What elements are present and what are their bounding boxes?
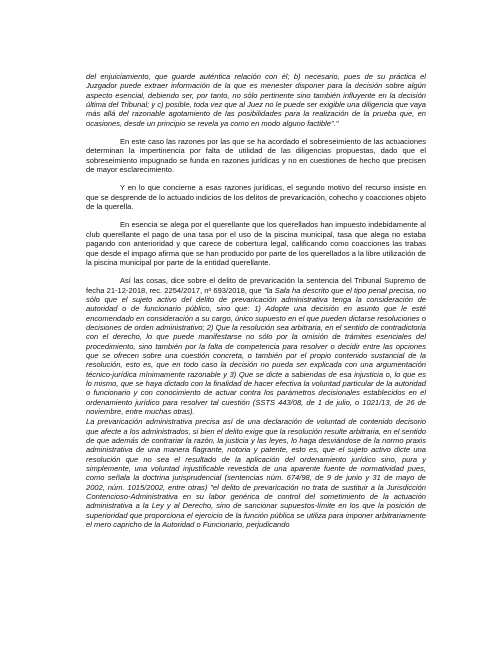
paragraph-razones-sobreseimiento: En este caso las razones por las que se ha acordado el sobreseimiento de las actuaciones determinan la impertinencia por falta de utilidad de las diligencias propuestas, dado que el sobreseimiento impugnado se funda en razones jurídicas y no en cuestiones de hecho que precisen de mayor esclarecimiento. — [86, 137, 426, 175]
paragraph-alegacion-querellante: En esencia se alega por el querellante que los querellados han impuesto indebidamente al club querellante el pago de una tasa por el uso de la piscina municipal, tasa que alega no estaba pagando con anterioridad y que carece de cobertura legal, calificando como coacciones las trabas que desde el impago afirma que se han producido por parte de los querellados a la libre utilización de la piscina municipal por parte de la entidad querellante. — [86, 220, 426, 267]
paragraph-prevaricacion-administrativa: La prevaricación administrativa precisa así de una declaración de voluntad de contenido decisorio que afecte a los administrados, si bien el delito exige que la resolución resulte arbitraria, en el sentido de que además de contrariar la razón, la justicia y las leyes, lo haga desviándose de la normo praxis administrativa de una manera flagrante, notoria y patente, esto es, que el sujeto activo dicte una resolución que no sea el resultado de la aplicación del ordenamiento jurídico sino, pura y simplemente, una voluntad injustificable revestida de una aparente fuente de normatividad pues, como señala la doctrina jurisprudencial (sentencias núm. 674/98, de 9 de junio y 31 de mayo de 2002, núm. 1015/2002, entre otras) "el delito de prevaricación no trata de sustituir a la Jurisdicción Contencioso-Administrativa en su labor genérica de control del sometimiento de la actuación administrativa a la Ley y al Derecho, sino de sancionar supuestos-límite en los que la posición de superioridad que proporciona el ejercicio de la función pública se utiliza para imponer arbitrariamente el mero capricho de la Autoridad o Funcionario, perjudicando — [86, 417, 426, 530]
paragraph-segundo-motivo: Y en lo que concierne a esas razones jurídicas, el segundo motivo del recurso insiste en que se desprende de lo actuado indicios de los delitos de prevaricación, cohecho y coacciones objeto de la querella. — [86, 183, 426, 212]
paragraph-sentencia-ts — [86, 276, 426, 416]
sentencia-quote-text: "la Sala ha descrito que el tipo penal precisa, no sólo que el sujeto activo del delito de prevaricación administrativa tenga la consideración de autoridad o de funcionario público, sino que: 1) Adopte una decisión en asunto que le esté encomendado en consideración a su cargo, único supuesto en el que pueden dictarse resoluciones o decisiones de orden administrativo; 2) Que la resolución sea arbitraria, en el sentido de contradictoria con el derecho, lo que puede manifestarse no sólo por la omisión de trámites esenciales del procedimiento, sino también por la falta de competencia para resolver o decidir entre las opciones que se ofrecen sobre una cuestión concreta, o también por el propio contenido sustancial de la resolución, esto es, que en todo caso la decisión no pueda ser explicada con una argumentación técnico-jurídica mínimamente razonable y 3) Que se dicte a sabiendas de esa injusticia o, lo que es lo mismo, que se haya dictado con la finalidad de hacer efectiva la voluntad particular de la autoridad o funcionario y con conocimiento de actuar contra los parámetros decisionales establecidos en el ordenamiento jurídico para resolver tal cuestión (SSTS 443/08, de 1 de julio, o 1021/13, de 26 de noviembre, entre muchas otras). — [86, 285, 426, 416]
sentencia-lead-text: Así las cosas, dice sobre el delito de prevaricación la sentencia del Tribunal Supremo de fecha 21-12-2018, rec. 2254/2017, nº 693/2018, que — [86, 276, 426, 295]
paragraph-quote-continuation: del enjuiciamiento, que guarde auténtica relación con él; b) necesario, pues de su práctica el Juzgador puede extraer información de la que es menester disponer para la decisión sobre algún aspecto esencial, debiendo ser, por tanto, no sólo pertinente sino también influyente en la decisión última del Tribunal; y c) posible, toda vez que al Juez no le puede ser exigible una diligencia que vaya más allá del razonable agotamiento de las posibilidades para la realización de la prueba que, en ocasiones, desde un principio se revela ya como en modo alguno factible"." — [86, 72, 426, 128]
